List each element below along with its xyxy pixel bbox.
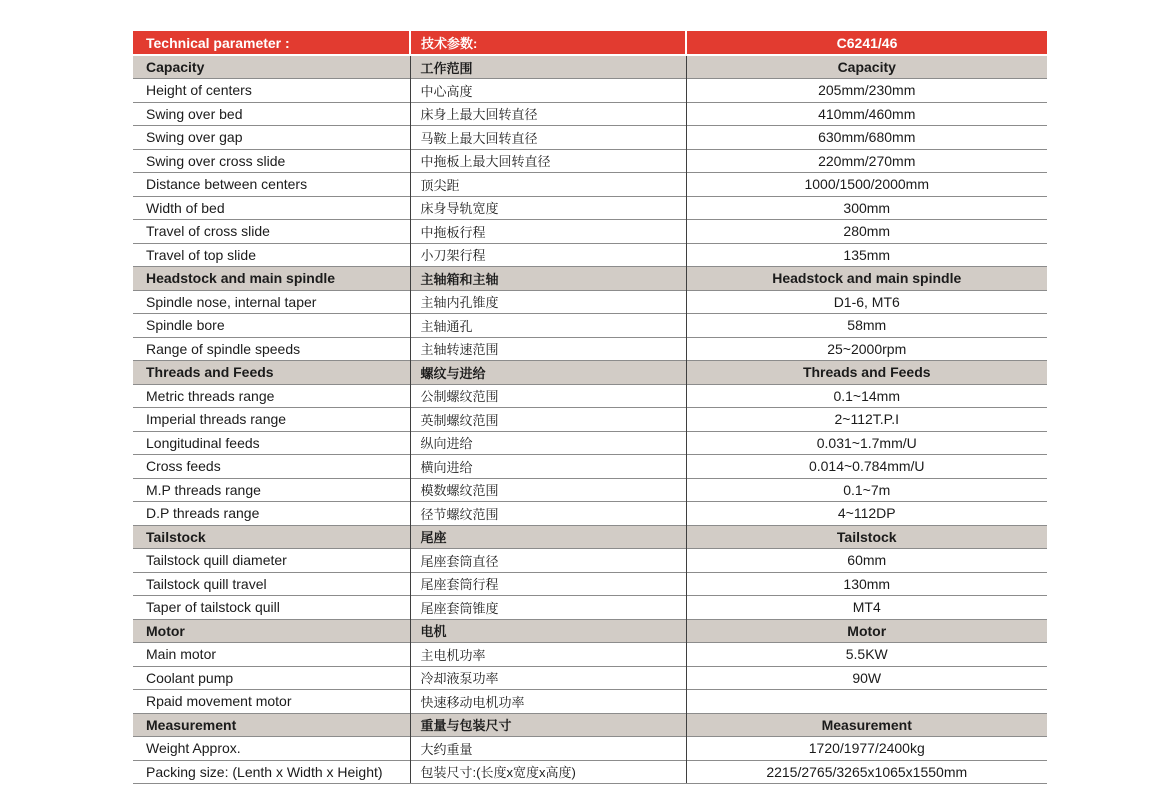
table-row (133, 384, 1047, 408)
row-value: 25~2000rpm (686, 337, 1047, 361)
row-value: Motor (686, 619, 1047, 643)
row-label-cn: 顶尖距 (410, 173, 686, 197)
table-header-row (133, 31, 1047, 55)
row-label-cn: 尾座套筒直径 (410, 549, 686, 573)
row-label-en: Metric threads range (133, 384, 410, 408)
row-value: 0.031~1.7mm/U (686, 431, 1047, 455)
table-row (133, 79, 1047, 103)
row-label-cn: 主电机功率 (410, 643, 686, 667)
table-row (133, 173, 1047, 197)
table-row (133, 549, 1047, 573)
row-value: Headstock and main spindle (686, 267, 1047, 291)
row-label-cn: 主轴通孔 (410, 314, 686, 338)
row-label-cn: 螺纹与进给 (410, 361, 686, 385)
row-label-cn: 马鞍上最大回转直径 (410, 126, 686, 150)
row-label-cn: 电机 (410, 619, 686, 643)
spec-table-body (133, 55, 1047, 784)
row-label-cn: 工作范围 (410, 55, 686, 79)
row-value: 1720/1977/2400kg (686, 737, 1047, 761)
row-label-cn: 小刀架行程 (410, 243, 686, 267)
table-row (133, 737, 1047, 761)
row-label-cn: 尾座套筒锥度 (410, 596, 686, 620)
table-row (133, 431, 1047, 455)
row-label-cn: 纵向进给 (410, 431, 686, 455)
row-label-en: Weight Approx. (133, 737, 410, 761)
row-value: D1-6, MT6 (686, 290, 1047, 314)
table-row (133, 643, 1047, 667)
table-row (133, 666, 1047, 690)
row-label-en: Distance between centers (133, 173, 410, 197)
table-row (133, 455, 1047, 479)
table-row (133, 196, 1047, 220)
row-label-en: Range of spindle speeds (133, 337, 410, 361)
row-value: 1000/1500/2000mm (686, 173, 1047, 197)
row-label-en: Spindle bore (133, 314, 410, 338)
row-label-en: Travel of cross slide (133, 220, 410, 244)
row-value: 0.014~0.784mm/U (686, 455, 1047, 479)
row-label-cn: 床身上最大回转直径 (410, 102, 686, 126)
table-row (133, 760, 1047, 784)
section-row (133, 55, 1047, 79)
row-label-en: Tailstock quill travel (133, 572, 410, 596)
table-row (133, 408, 1047, 432)
row-label-cn: 主轴转速范围 (410, 337, 686, 361)
row-value: 410mm/460mm (686, 102, 1047, 126)
row-value: 90W (686, 666, 1047, 690)
row-value: MT4 (686, 596, 1047, 620)
row-value: 0.1~7m (686, 478, 1047, 502)
row-value: Measurement (686, 713, 1047, 737)
row-label-en: Travel of top slide (133, 243, 410, 267)
row-label-en: Rpaid movement motor (133, 690, 410, 714)
row-label-cn: 径节螺纹范围 (410, 502, 686, 526)
section-row (133, 525, 1047, 549)
row-label-en: Tailstock (133, 525, 410, 549)
header-chinese-label: 技术参数: (410, 31, 686, 55)
table-row (133, 243, 1047, 267)
row-value: 5.5KW (686, 643, 1047, 667)
header-model-number: C6241/46 (686, 31, 1047, 55)
row-value: Capacity (686, 55, 1047, 79)
row-label-cn: 大约重量 (410, 737, 686, 761)
table-row (133, 502, 1047, 526)
section-row (133, 267, 1047, 291)
table-row (133, 596, 1047, 620)
row-label-en: Packing size: (Lenth x Width x Height) (133, 760, 410, 784)
row-label-en: Main motor (133, 643, 410, 667)
table-row (133, 220, 1047, 244)
row-label-en: Height of centers (133, 79, 410, 103)
row-label-en: Threads and Feeds (133, 361, 410, 385)
row-label-en: Spindle nose, internal taper (133, 290, 410, 314)
row-label-cn: 包装尺寸:(长度x宽度x高度) (410, 760, 686, 784)
section-row (133, 361, 1047, 385)
row-value: 0.1~14mm (686, 384, 1047, 408)
table-row (133, 337, 1047, 361)
row-value: 280mm (686, 220, 1047, 244)
table-row (133, 478, 1047, 502)
row-value: 300mm (686, 196, 1047, 220)
table-row (133, 572, 1047, 596)
row-value: 135mm (686, 243, 1047, 267)
row-label-en: Taper of tailstock quill (133, 596, 410, 620)
row-label-en: Coolant pump (133, 666, 410, 690)
row-label-cn: 中拖板上最大回转直径 (410, 149, 686, 173)
table-row (133, 290, 1047, 314)
row-label-en: Tailstock quill diameter (133, 549, 410, 573)
table-row (133, 102, 1047, 126)
row-label-cn: 主轴内孔锥度 (410, 290, 686, 314)
row-label-en: Imperial threads range (133, 408, 410, 432)
row-label-cn: 床身导轨宽度 (410, 196, 686, 220)
row-label-en: D.P threads range (133, 502, 410, 526)
spec-sheet (133, 31, 1047, 784)
row-label-en: Longitudinal feeds (133, 431, 410, 455)
row-label-cn: 尾座套筒行程 (410, 572, 686, 596)
row-value: 130mm (686, 572, 1047, 596)
table-row (133, 126, 1047, 150)
row-value: 58mm (686, 314, 1047, 338)
row-label-cn: 中心高度 (410, 79, 686, 103)
row-label-cn: 重量与包装尺寸 (410, 713, 686, 737)
row-label-en: Motor (133, 619, 410, 643)
row-value: Tailstock (686, 525, 1047, 549)
row-value: Threads and Feeds (686, 361, 1047, 385)
header-technical-parameter: Technical parameter : (133, 31, 410, 55)
table-row (133, 690, 1047, 714)
row-label-cn: 主轴箱和主轴 (410, 267, 686, 291)
row-label-cn: 横向进给 (410, 455, 686, 479)
row-value: 205mm/230mm (686, 79, 1047, 103)
row-label-en: Width of bed (133, 196, 410, 220)
section-row (133, 619, 1047, 643)
row-label-en: Swing over cross slide (133, 149, 410, 173)
row-label-cn: 冷却液泵功率 (410, 666, 686, 690)
row-label-en: Headstock and main spindle (133, 267, 410, 291)
row-label-cn: 中拖板行程 (410, 220, 686, 244)
row-label-en: Swing over bed (133, 102, 410, 126)
row-value: 60mm (686, 549, 1047, 573)
row-label-cn: 快速移动电机功率 (410, 690, 686, 714)
row-label-en: Capacity (133, 55, 410, 79)
row-label-cn: 尾座 (410, 525, 686, 549)
row-value: 2215/2765/3265x1065x1550mm (686, 760, 1047, 784)
row-label-en: M.P threads range (133, 478, 410, 502)
row-label-cn: 英制螺纹范围 (410, 408, 686, 432)
section-row (133, 713, 1047, 737)
row-label-en: Measurement (133, 713, 410, 737)
row-value: 220mm/270mm (686, 149, 1047, 173)
table-row (133, 314, 1047, 338)
row-value (686, 690, 1047, 714)
row-value: 2~112T.P.I (686, 408, 1047, 432)
row-label-cn: 公制螺纹范围 (410, 384, 686, 408)
row-label-en: Cross feeds (133, 455, 410, 479)
table-row (133, 149, 1047, 173)
row-value: 630mm/680mm (686, 126, 1047, 150)
row-label-en: Swing over gap (133, 126, 410, 150)
row-label-cn: 模数螺纹范围 (410, 478, 686, 502)
technical-parameter-table (133, 31, 1047, 784)
row-value: 4~112DP (686, 502, 1047, 526)
